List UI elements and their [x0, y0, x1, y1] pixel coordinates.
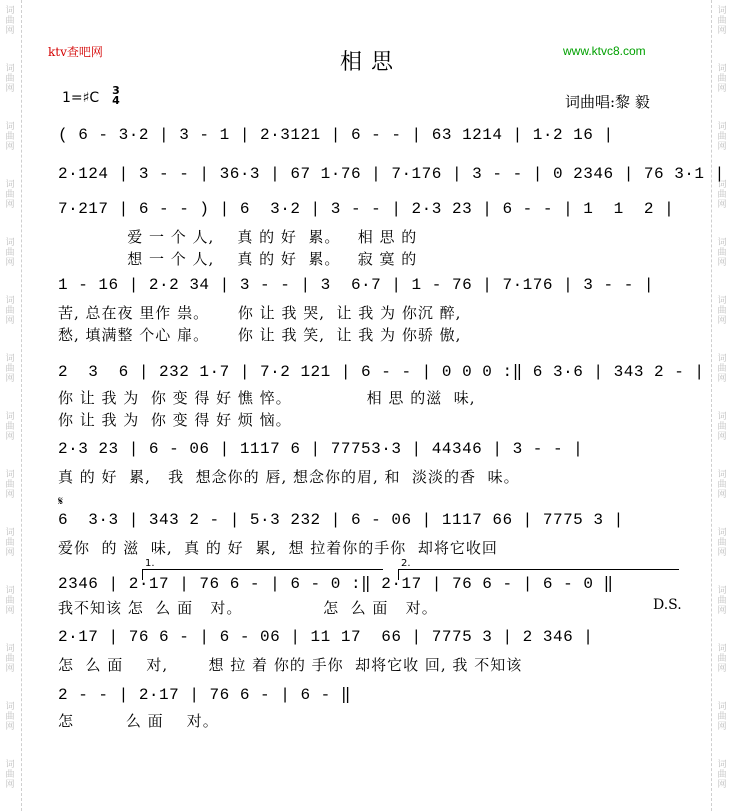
- left-dashed-border: [21, 0, 22, 811]
- watermark: 词 曲 网: [717, 180, 727, 210]
- watermark: 词 曲 网: [5, 238, 15, 268]
- watermark: 词 曲 网: [5, 586, 15, 616]
- right-watermark-column: [710, 0, 734, 811]
- site-url-right: www.ktvc8.com: [563, 44, 646, 58]
- watermark: 词 曲 网: [717, 6, 727, 36]
- watermark: 词 曲 网: [717, 702, 727, 732]
- time-signature: [110, 86, 122, 106]
- lyric-row-4b: 愁, 填满整 个心 扉。 你 让 我 笑, 让 我 为 你骄 傲,: [58, 326, 462, 344]
- right-dashed-border: [711, 0, 712, 811]
- segno-mark: 𝄋: [58, 494, 64, 508]
- watermark: 词 曲 网: [717, 354, 727, 384]
- score-row-8: 2346 | 2·17 | 76 6 - | 6 - 0 :‖ 2·17 | 76 6 - | 6 - 0 ‖: [58, 575, 614, 593]
- lyric-row-9: 怎 么 面 对, 想 拉 着 你的 手你 却将它收 回, 我 不知该: [58, 656, 523, 674]
- lyric-row-3a: 爱 一 个 人, 真 的 好 累。 相 思 的: [58, 228, 418, 246]
- score-row-10: 2 - - | 2·17 | 76 6 - | 6 - ‖: [58, 686, 351, 704]
- watermark: 词 曲 网: [5, 702, 15, 732]
- lyric-row-4a: 苦, 总在夜 里作 祟。 你 让 我 哭, 让 我 为 你沉 醉,: [58, 304, 462, 322]
- score-row-9: 2·17 | 76 6 - | 6 - 06 | 11 17 66 | 7775 3 | 2 346 |: [58, 628, 594, 646]
- song-title: 相 思: [340, 50, 394, 75]
- watermark: 词 曲 网: [717, 586, 727, 616]
- volta-2-label: 2.: [401, 558, 411, 569]
- lyric-row-6: 真 的 好 累, 我 想念你的 唇, 想念你的眉, 和 淡淡的香 味。: [58, 468, 520, 486]
- watermark: 词 曲 网: [717, 64, 727, 94]
- watermark: 词 曲 网: [5, 6, 15, 36]
- watermark: 词 曲 网: [717, 296, 727, 326]
- watermark: 词 曲 网: [717, 412, 727, 442]
- meter-bottom: 4: [112, 94, 120, 107]
- watermark: 词 曲 网: [5, 644, 15, 674]
- volta-1-label: 1.: [145, 558, 155, 569]
- watermark: 词 曲 网: [717, 122, 727, 152]
- lyric-row-8: 我不知该 怎 么 面 对。 怎 么 面 对。: [58, 599, 438, 617]
- watermark: 词 曲 网: [5, 470, 15, 500]
- watermark: 词 曲 网: [717, 470, 727, 500]
- score-row-3: 7·217 | 6 - - ) | 6 3·2 | 3 - - | 2·3 23 | 6 - - | 1 1 2 |: [58, 200, 675, 218]
- credits: 词曲唱:黎 毅: [565, 93, 650, 111]
- watermark: 词 曲 网: [5, 760, 15, 790]
- watermark: 词 曲 网: [717, 238, 727, 268]
- watermark: 词 曲 网: [5, 64, 15, 94]
- score-row-4: 1 - 16 | 2·2 34 | 3 - - | 3 6·7 | 1 - 76 | 7·176 | 3 - - |: [58, 276, 654, 294]
- lyric-row-10: 怎 么 面 对。: [58, 712, 219, 730]
- score-row-2: 2·124 | 3 - - | 36·3 | 67 1·76 | 7·176 | 3 - - | 0 2346 | 76 3·1 |: [58, 165, 725, 183]
- watermark: 词 曲 网: [5, 180, 15, 210]
- score-row-5: 2 3 6 | 232 1·7 | 7·2 121 | 6 - - | 0 0 0 :‖ 6 3·6 | 343 2 - |: [58, 363, 705, 381]
- lyric-row-5a: 你 让 我 为 你 变 得 好 憔 悴。 相 思 的滋 味,: [58, 389, 476, 407]
- key-signature: 1=♯C: [62, 90, 100, 106]
- lyric-row-5b: 你 让 我 为 你 变 得 好 烦 恼。: [58, 411, 292, 429]
- watermark: 词 曲 网: [5, 122, 15, 152]
- left-watermark-column: [0, 0, 24, 811]
- meter-top: 3: [112, 84, 120, 97]
- dal-segno-mark: D.S.: [653, 597, 682, 613]
- score-row-6: 2·3 23 | 6 - 06 | 1117 6 | 77753·3 | 44346 | 3 - - |: [58, 440, 584, 458]
- watermark: 词 曲 网: [5, 412, 15, 442]
- watermark: 词 曲 网: [717, 528, 727, 558]
- watermark: 词 曲 网: [717, 760, 727, 790]
- lyric-row-3b: 想 一 个 人, 真 的 好 累。 寂 寞 的: [58, 250, 418, 268]
- site-label-left: ktv查吧网: [48, 45, 103, 59]
- watermark: 词 曲 网: [5, 296, 15, 326]
- lyric-row-7: 爱你 的 滋 味, 真 的 好 累, 想 拉着你的手你 却将它收回: [58, 539, 498, 557]
- score-row-7: 6 3·3 | 343 2 - | 5·3 232 | 6 - 06 | 1117 66 | 7775 3 |: [58, 511, 624, 529]
- watermark: 词 曲 网: [5, 354, 15, 384]
- watermark: 词 曲 网: [5, 528, 15, 558]
- watermark: 词 曲 网: [717, 644, 727, 674]
- score-row-1: ( 6 - 3·2 | 3 - 1 | 2·3121 | 6 - - | 63 1214 | 1·2 16 |: [58, 126, 614, 144]
